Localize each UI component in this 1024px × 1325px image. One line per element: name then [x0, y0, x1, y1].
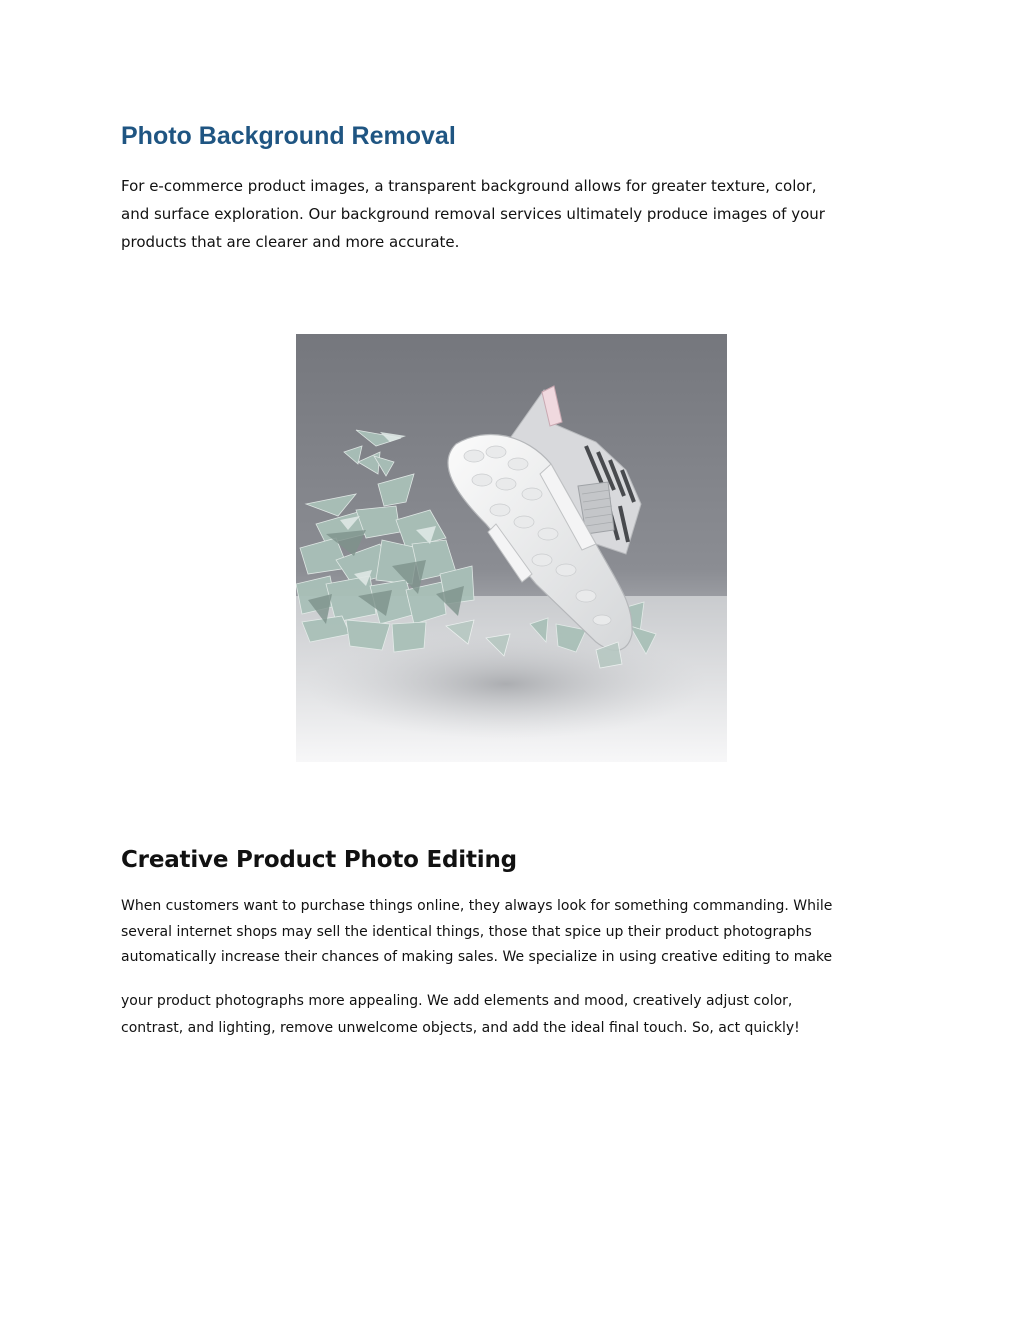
- creative-editing-paragraph: [121, 894, 911, 971]
- paragraph-line: When customers want to purchase things online, they always look for something commanding. While: [121, 898, 833, 914]
- section-heading-creative-editing: Creative Product Photo Editing: [121, 847, 517, 873]
- creative-editing-paragraph-continued: [121, 988, 911, 1042]
- paragraph-line: For e-commerce product images, a transparent background allows for greater texture, color,: [121, 177, 817, 195]
- paragraph-line: several internet shops may sell the identical things, those that spice up their product photographs: [121, 923, 812, 940]
- paragraph-line: automatically increase their chances of making sales. We specialize in using creative editing to make: [121, 949, 833, 965]
- sneaker-photo: [296, 334, 727, 762]
- section-heading-background-removal: Photo Background Removal: [121, 122, 456, 150]
- paragraph-line: contrast, and lighting, remove unwelcome objects, and add the ideal final touch. So, act quickly!: [121, 1020, 800, 1036]
- paragraph-line: your product photographs more appealing. We add elements and mood, creatively adjust color,: [121, 993, 793, 1009]
- paragraph-line: products that are clearer and more accurate.: [121, 233, 460, 251]
- paragraph-line: and surface exploration. Our background removal services ultimately produce images of your: [121, 205, 825, 223]
- background-removal-paragraph: [121, 172, 911, 256]
